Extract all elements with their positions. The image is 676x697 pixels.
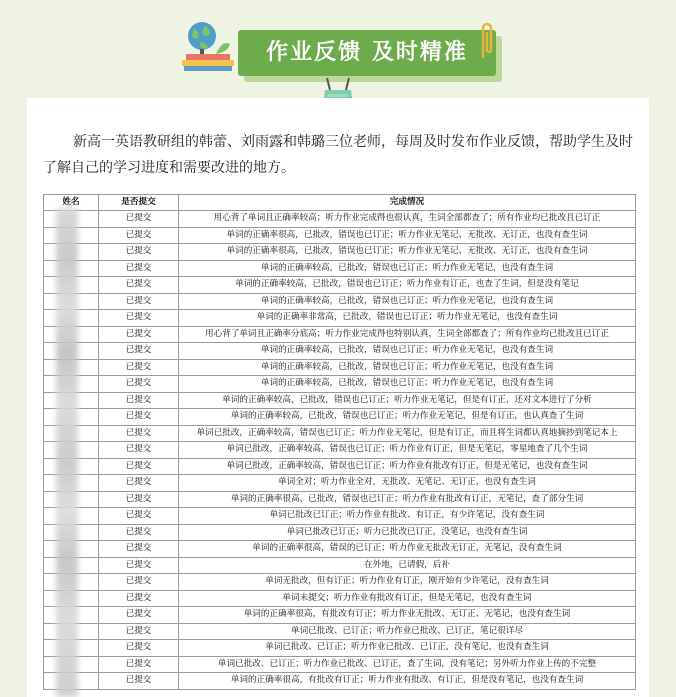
- feedback-table: [43, 194, 636, 690]
- submit-status-cell: 已提交: [99, 557, 179, 574]
- submit-status-cell: 已提交: [99, 293, 179, 310]
- globe-books-icon: [176, 18, 238, 74]
- table-row: [44, 442, 636, 459]
- submit-status-cell: 已提交: [99, 260, 179, 277]
- table-row: [44, 541, 636, 558]
- table-row: [44, 656, 636, 673]
- completion-cell: 单词的正确率较高，已批改，错误也已订正；听力作业无笔记，但是有订正，也认真查了生词: [179, 409, 636, 426]
- submit-status-cell: 已提交: [99, 623, 179, 640]
- submit-status-cell: 已提交: [99, 458, 179, 475]
- table-row: [44, 244, 636, 261]
- completion-cell: 单词的正确率较高，已批改，错误也已订正；听力作业无笔记，也没有查生词: [179, 343, 636, 360]
- table-row: [44, 293, 636, 310]
- table-row: [44, 409, 636, 426]
- completion-cell: 单词无批改，但有订正；听力作业有订正，刚开始有少许笔记，没有查生词: [179, 574, 636, 591]
- table-row: [44, 227, 636, 244]
- submit-status-cell: 已提交: [99, 343, 179, 360]
- submit-status-cell: 已提交: [99, 359, 179, 376]
- table-header-row: [44, 195, 636, 211]
- submit-status-cell: 已提交: [99, 574, 179, 591]
- completion-cell: 单词的正确率很高，有批改有订正；听力作业无批改、无订正、无笔记，也没有查生词: [179, 607, 636, 624]
- submit-status-cell: 已提交: [99, 376, 179, 393]
- table-row: [44, 640, 636, 657]
- submit-status-cell: 已提交: [99, 607, 179, 624]
- table-row: [44, 508, 636, 525]
- submit-status-cell: 已提交: [99, 409, 179, 426]
- completion-cell: 单词的正确率较高，已批改，错误也已订正；听力作业有订正，也查了生词，但是没有笔记: [179, 277, 636, 294]
- table-row: [44, 376, 636, 393]
- table-row: [44, 607, 636, 624]
- submit-status-cell: 已提交: [99, 508, 179, 525]
- table-row: [44, 557, 636, 574]
- header-completion: 完成情况: [179, 195, 636, 211]
- submit-status-cell: 已提交: [99, 656, 179, 673]
- completion-cell: 单词已批改，正确率较高，错误也已订正；听力作业有订正，但是无笔记，零星地查了几个生词: [179, 442, 636, 459]
- header: [0, 0, 676, 100]
- completion-cell: 单词的正确率较高，已批改，错误也已订正；听力作业无笔记，但是有订正，还对文本进行了分析: [179, 392, 636, 409]
- submit-status-cell: 已提交: [99, 640, 179, 657]
- completion-cell: 用心背了单词且正确率较高；听力作业完成得也很认真，生词全部都查了；所有作业均已批改且已订正: [179, 211, 636, 228]
- submit-status-cell: 已提交: [99, 227, 179, 244]
- completion-cell: 单词的正确率很高，错误的已订正；听力作业无批改无订正，无笔记，没有查生词: [179, 541, 636, 558]
- table-row: [44, 475, 636, 492]
- table-row: [44, 359, 636, 376]
- submit-status-cell: 已提交: [99, 326, 179, 343]
- completion-cell: 单词的正确率较高，已批改，错误也已订正；听力作业无笔记，也没有查生词: [179, 260, 636, 277]
- submit-status-cell: 已提交: [99, 392, 179, 409]
- submit-status-cell: 已提交: [99, 211, 179, 228]
- submit-status-cell: 已提交: [99, 310, 179, 327]
- submit-status-cell: 已提交: [99, 442, 179, 459]
- completion-cell: 单词已批改，正确率较高，错误也已订正；听力作业有批改有订正，但是无笔记，也没有查生词: [179, 458, 636, 475]
- completion-cell: 单词的正确率很高，已批改，错误也已订正；听力作业无笔记、无批改、无订正，也没有查生词: [179, 244, 636, 261]
- completion-cell: 用心背了单词且正确率分底高；听力作业完成得也特别认真，生词全部都查了；所有作业均已批改且已订正: [179, 326, 636, 343]
- table-row: [44, 491, 636, 508]
- table-row: [44, 425, 636, 442]
- table-row: [44, 310, 636, 327]
- table-row: [44, 392, 636, 409]
- completion-cell: 单词已批改已订正；听力已批改已订正，没笔记，也没有查生词: [179, 524, 636, 541]
- completion-cell: 单词已批改、已订正；听力作业已批改、已订正，没有笔记，也没有查生词: [179, 640, 636, 657]
- paperclip-icon: [478, 20, 496, 60]
- submit-status-cell: 已提交: [99, 541, 179, 558]
- completion-cell: 单词已批改，正确率较高，错误也已订正；听力作业无笔记，但是有订正，而且将生词都认真地摘抄到笔记本上: [179, 425, 636, 442]
- table-row: [44, 277, 636, 294]
- table-row: [44, 623, 636, 640]
- completion-cell: 在外地，已请假，后补: [179, 557, 636, 574]
- table-row: [44, 458, 636, 475]
- submit-status-cell: 已提交: [99, 277, 179, 294]
- submit-status-cell: 已提交: [99, 524, 179, 541]
- submit-status-cell: 已提交: [99, 590, 179, 607]
- table-row: [44, 590, 636, 607]
- redacted-names: [56, 208, 78, 697]
- header-submitted: 是否提交: [99, 195, 179, 211]
- completion-cell: 单词已批改、已订正；听力作业已批改、已订正，查了生词，没有笔记；另外听力作业上传的不完整: [179, 656, 636, 673]
- table-row: [44, 211, 636, 228]
- completion-cell: 单词全对；听力作业全对，无批改、无笔记、无订正，也没有查生词: [179, 475, 636, 492]
- page-title: 作业反馈 及时精准: [266, 40, 468, 65]
- table-row: [44, 673, 636, 690]
- header-name: 姓名: [44, 195, 99, 211]
- table-row: [44, 326, 636, 343]
- submit-status-cell: 已提交: [99, 244, 179, 261]
- completion-cell: 单词的正确率较高，已批改，错误也已订正；听力作业无笔记，也没有查生词: [179, 359, 636, 376]
- completion-cell: 单词的正确率很高，已批改，错误也已订正；听力作业有批改有订正，无笔记，查了部分生词: [179, 491, 636, 508]
- completion-cell: 单词的正确率很高，已批改，错误也已订正；听力作业无笔记、无批改、无订正，也没有查生词: [179, 227, 636, 244]
- completion-cell: 单词已批改、已订正；听力作业已批改、已订正，笔记很详尽: [179, 623, 636, 640]
- table-row: [44, 260, 636, 277]
- completion-cell: 单词的正确率较高，已批改，错误也已订正；听力作业无笔记，也没有查生词: [179, 293, 636, 310]
- submit-status-cell: 已提交: [99, 491, 179, 508]
- submit-status-cell: 已提交: [99, 425, 179, 442]
- intro-paragraph: 新高一英语教研组的韩蕾、刘雨露和韩璐三位老师，每周及时发布作业反馈，帮助学生及时了解自己的学习进度和需要改进的地方。: [43, 134, 633, 176]
- table-row: [44, 343, 636, 360]
- table-row: [44, 524, 636, 541]
- completion-cell: 单词已批改已订正；听力作业有批改、有订正，有少许笔记，没有查生词: [179, 508, 636, 525]
- completion-cell: 单词未提交；听力作业有批改有订正，但是无笔记，也没有查生词: [179, 590, 636, 607]
- completion-cell: 单词的正确率较高，已批改，错误也已订正；听力作业无笔记，也没有查生词: [179, 376, 636, 393]
- table-row: [44, 574, 636, 591]
- submit-status-cell: 已提交: [99, 673, 179, 690]
- completion-cell: 单词的正确率非常高，已批改，错误也已订正；听力作业无笔记，也没有查生词: [179, 310, 636, 327]
- completion-cell: 单词的正确率很高，有批改有订正；听力作业有批改、有订正，但是没有笔记，也没有查生词: [179, 673, 636, 690]
- submit-status-cell: 已提交: [99, 475, 179, 492]
